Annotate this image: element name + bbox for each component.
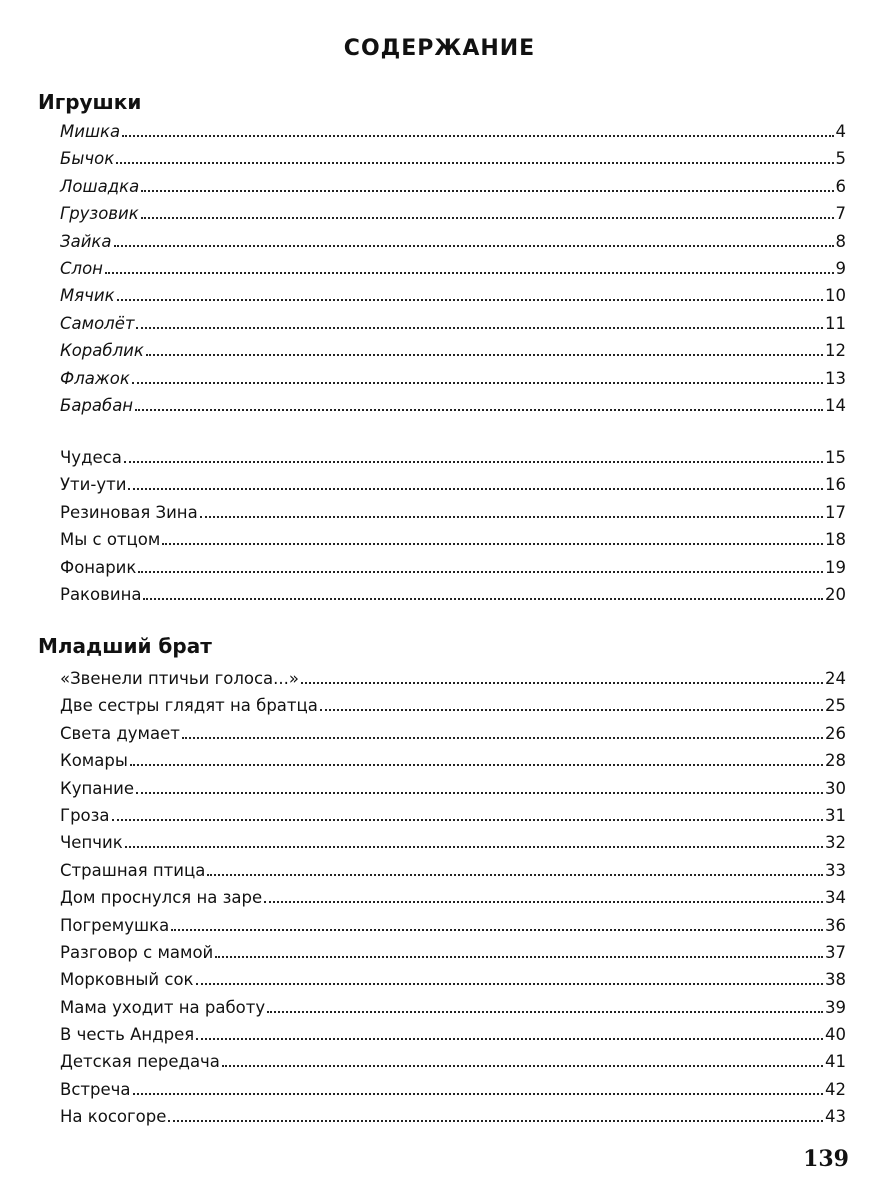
toc-entry-page: 12	[825, 341, 846, 361]
toc-leader-dots	[168, 1120, 823, 1122]
toc-entry-page: 39	[825, 997, 846, 1017]
page-number: 139	[803, 1146, 849, 1172]
toc-entry	[60, 200, 846, 227]
toc-leader-dots	[171, 929, 823, 931]
toc-entry-title: Самолёт	[60, 313, 135, 333]
toc-leader-dots	[124, 461, 823, 463]
toc-entry-title: Мы с отцом	[60, 530, 161, 550]
toc-entry-title: Мячик	[60, 286, 115, 306]
toc-leader-dots	[207, 874, 823, 876]
toc-entry-page: 42	[825, 1079, 846, 1099]
toc-leader-dots	[117, 299, 823, 301]
toc-leader-dots	[135, 409, 823, 411]
toc-entry-title: Купание	[60, 778, 135, 798]
toc-list-younger-brother	[60, 665, 846, 1131]
toc-entry-title: Гроза	[60, 805, 110, 825]
toc-leader-dots	[200, 516, 823, 518]
toc-entry-page: 33	[825, 860, 846, 880]
toc-entry	[60, 526, 846, 553]
toc-entry-title: Света думает	[60, 723, 180, 743]
toc-entry-title: На косогоре	[60, 1107, 167, 1127]
toc-entry	[60, 554, 846, 581]
toc-entry	[60, 692, 846, 719]
toc-entry-title: В честь Андрея	[60, 1025, 195, 1045]
toc-entry-title: Барабан	[60, 395, 134, 415]
toc-entry-title: Грузовик	[60, 204, 139, 224]
toc-entry	[60, 775, 846, 802]
toc-leader-dots	[116, 162, 833, 164]
section-heading-younger-brother: Младший брат	[38, 634, 212, 658]
toc-entry-title: Чепчик	[60, 833, 123, 853]
toc-leader-dots	[320, 709, 823, 711]
toc-entry	[60, 365, 846, 392]
toc-leader-dots	[138, 571, 823, 573]
toc-entry-page: 38	[825, 970, 846, 990]
toc-entry-page: 9	[835, 258, 846, 278]
toc-entry-title: Ути-ути	[60, 475, 127, 495]
toc-entry	[60, 994, 846, 1021]
toc-entry-page: 26	[825, 723, 846, 743]
toc-entry	[60, 912, 846, 939]
toc-entry-title: Кораблик	[60, 341, 144, 361]
toc-leader-dots	[128, 488, 823, 490]
toc-entry-page: 28	[825, 751, 846, 771]
toc-entry-page: 32	[825, 833, 846, 853]
toc-entry-page: 10	[825, 286, 846, 306]
toc-leader-dots	[196, 983, 823, 985]
toc-entry	[60, 444, 846, 471]
toc-entry-title: «Звенели птичьи голоса...»	[60, 669, 299, 688]
toc-entry-title: Комары	[60, 751, 128, 771]
toc-leader-dots	[105, 272, 834, 274]
toc-entry-title: Лошадка	[60, 176, 140, 196]
toc-entry-title: Страшная птица	[60, 860, 206, 880]
toc-entry	[60, 173, 846, 200]
toc-entry-page: 34	[825, 888, 846, 908]
toc-leader-dots	[301, 682, 823, 684]
toc-leader-dots	[196, 1038, 823, 1040]
toc-entry	[60, 720, 846, 747]
toc-leader-dots	[130, 764, 823, 766]
toc-entry	[60, 939, 846, 966]
toc-entry-page: 43	[825, 1107, 846, 1127]
toc-entry-title: Дом проснулся на заре	[60, 888, 263, 908]
toc-leader-dots	[114, 245, 834, 247]
toc-entry	[60, 310, 846, 337]
toc-entry-title: Встреча	[60, 1079, 131, 1099]
toc-entry-title: Раковина	[60, 584, 142, 604]
toc-entry-page: 11	[825, 313, 846, 333]
toc-leader-dots	[112, 819, 823, 821]
toc-leader-dots	[141, 190, 833, 192]
toc-entry	[60, 228, 846, 255]
toc-entry-page: 30	[825, 778, 846, 798]
toc-entry-page: 41	[825, 1052, 846, 1072]
toc-leader-dots	[215, 956, 823, 958]
toc-entry	[60, 499, 846, 526]
toc-entry-page: 6	[835, 176, 846, 196]
toc-entry-title: Разговор с мамой	[60, 942, 214, 962]
page-title: СОДЕРЖАНИЕ	[343, 36, 536, 61]
toc-entry	[60, 118, 846, 145]
toc-entry-title: Флажок	[60, 368, 130, 388]
toc-entry	[60, 337, 846, 364]
toc-leader-dots	[136, 792, 823, 794]
toc-entry-title: Морковный сок	[60, 970, 194, 990]
toc-leader-dots	[162, 543, 823, 545]
toc-leader-dots	[125, 846, 823, 848]
toc-entry	[60, 255, 846, 282]
toc-leader-dots	[182, 737, 823, 739]
toc-entry	[60, 581, 846, 608]
toc-entry	[60, 1021, 846, 1048]
toc-entry	[60, 282, 846, 309]
toc-entry-title: Погремушка	[60, 915, 170, 935]
toc-entry-title: Фонарик	[60, 557, 137, 577]
section-heading-toys: Игрушки	[38, 90, 142, 114]
toc-entry-page: 36	[825, 915, 846, 935]
toc-entry	[60, 1076, 846, 1103]
toc-leader-dots	[133, 1093, 824, 1095]
toc-entry-page: 14	[825, 395, 846, 415]
toc-leader-dots	[267, 1011, 823, 1013]
toc-entry-title: Детская передача	[60, 1052, 220, 1072]
toc-entry	[60, 802, 846, 829]
toc-entry-page: 24	[825, 669, 846, 688]
toc-entry	[60, 471, 846, 498]
toc-entry-page: 7	[835, 204, 846, 224]
toc-entry	[60, 392, 846, 419]
toc-leader-dots	[146, 354, 823, 356]
toc-entry-title: Зайка	[60, 231, 112, 251]
toc-entry-page: 8	[835, 231, 846, 251]
toc-entry-page: 19	[825, 557, 846, 577]
toc-leader-dots	[141, 217, 834, 219]
toc-entry	[60, 747, 846, 774]
toc-entry-page: 5	[835, 149, 846, 169]
toc-entry-title: Две сестры глядят на братца	[60, 696, 318, 716]
toc-entry	[60, 1048, 846, 1075]
toc-leader-dots	[264, 901, 823, 903]
toc-entry-page: 13	[825, 368, 846, 388]
toc-list-toys-italic	[60, 118, 846, 419]
toc-leader-dots	[132, 382, 823, 384]
toc-leader-dots	[136, 327, 823, 329]
toc-entry-page: 16	[825, 475, 846, 495]
toc-entry-page: 40	[825, 1025, 846, 1045]
toc-entry-page: 31	[825, 805, 846, 825]
toc-entry-page: 17	[825, 502, 846, 522]
toc-entry	[60, 884, 846, 911]
toc-entry-page: 37	[825, 942, 846, 962]
toc-list-toys-regular	[60, 444, 846, 608]
toc-entry	[60, 966, 846, 993]
toc-entry-title: Чудеса	[60, 448, 122, 467]
toc-entry-page: 4	[835, 122, 846, 141]
toc-entry	[60, 145, 846, 172]
toc-entry-title: Слон	[60, 258, 103, 278]
toc-entry-page: 15	[825, 448, 846, 467]
toc-leader-dots	[122, 135, 833, 137]
toc-leader-dots	[222, 1065, 823, 1067]
toc-entry	[60, 1103, 846, 1130]
toc-entry-title: Мишка	[60, 122, 121, 141]
toc-leader-dots	[143, 598, 823, 600]
toc-entry	[60, 665, 846, 692]
toc-entry-page: 18	[825, 530, 846, 550]
toc-entry-page: 25	[825, 696, 846, 716]
toc-entry	[60, 829, 846, 856]
toc-entry-page: 20	[825, 584, 846, 604]
toc-entry	[60, 857, 846, 884]
toc-entry-title: Резиновая Зина	[60, 502, 198, 522]
toc-entry-title: Мама уходит на работу	[60, 997, 266, 1017]
toc-entry-title: Бычок	[60, 149, 115, 169]
